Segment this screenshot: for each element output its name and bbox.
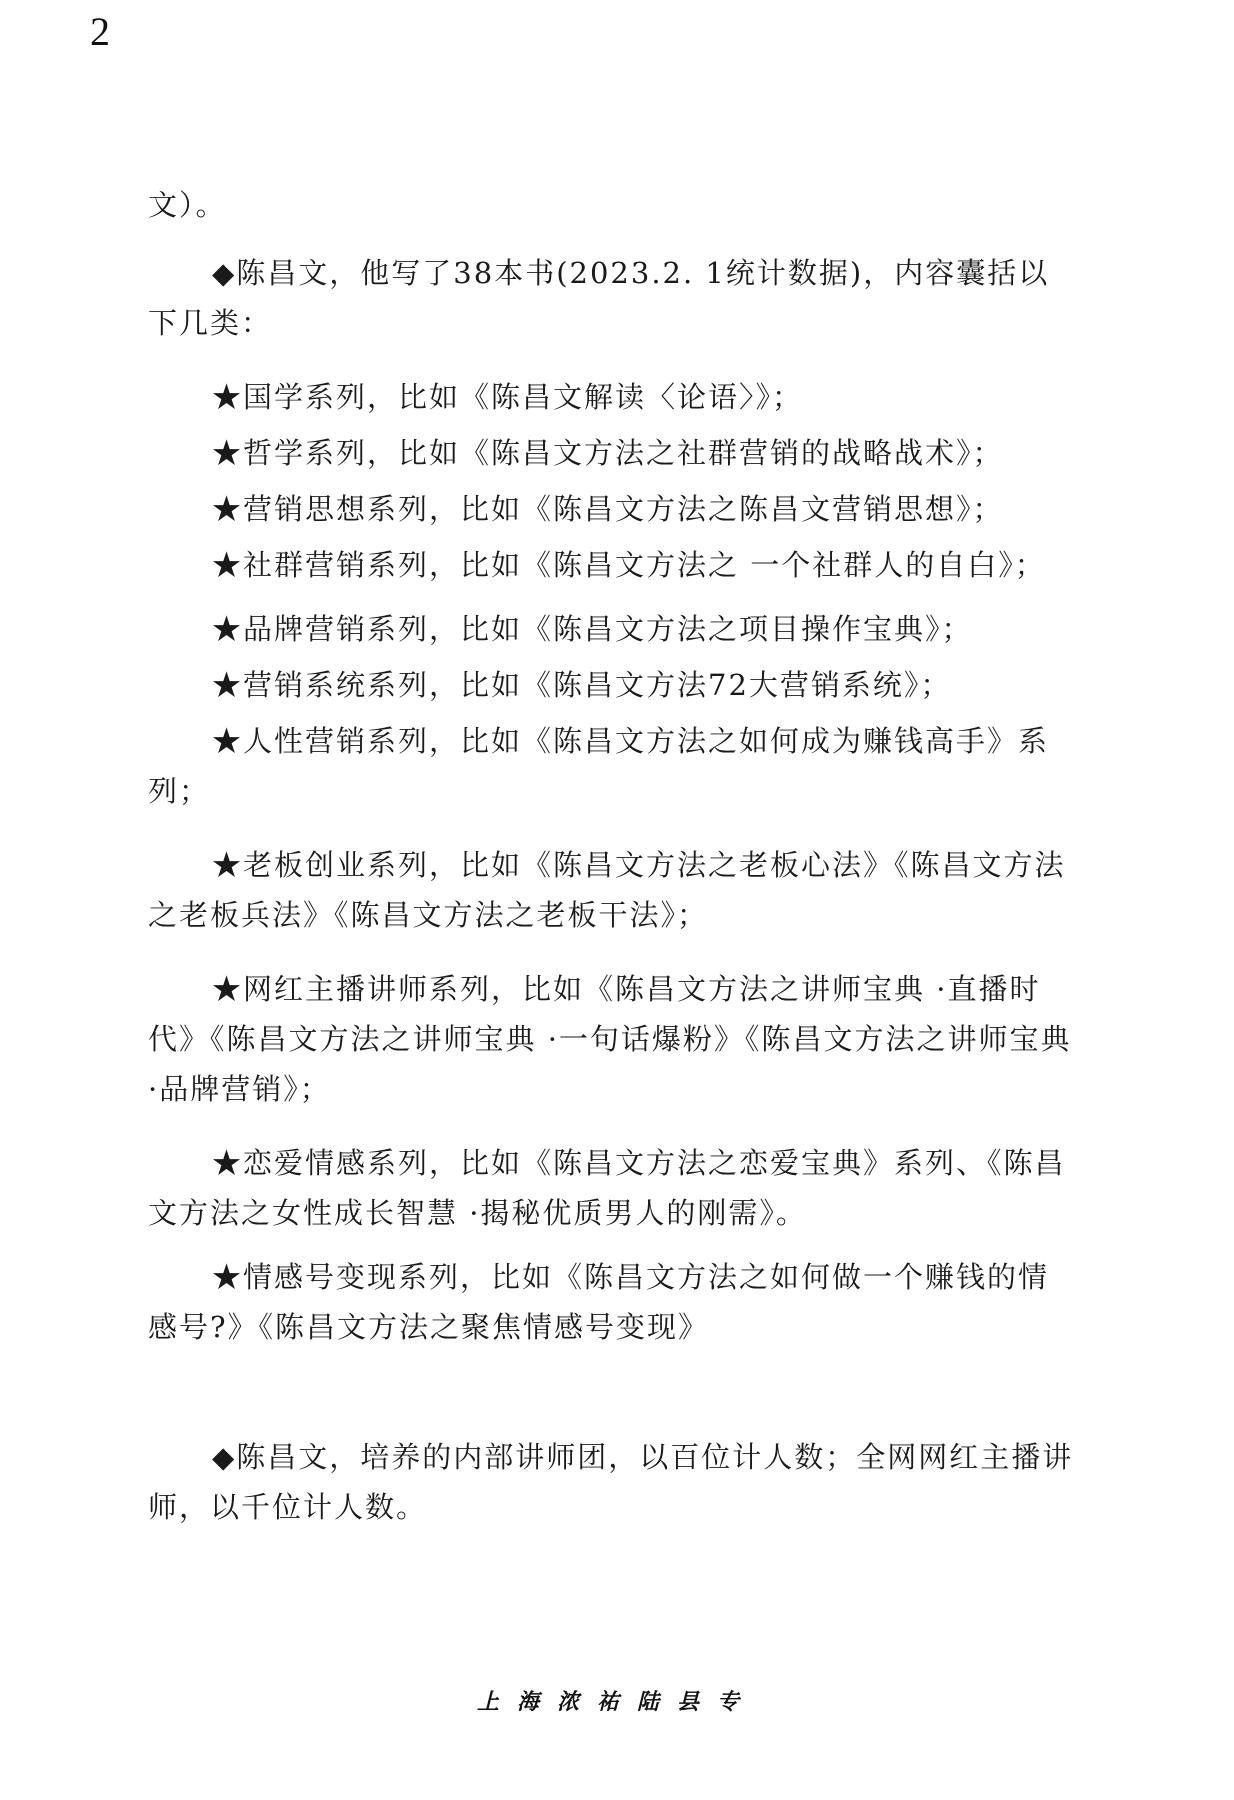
list-item-marketing-system: ★营销系统系列，比如《陈昌文方法72大营销系统》； [212,668,952,702]
list-item-emotion-account: ★情感号变现系列，比如《陈昌文方法之如何做一个赚钱的情感号?》《陈昌文方法之聚焦情感号变现》 [148,1260,1050,1344]
list-item-community-marketing: ★社群营销系列，比如《陈昌文方法之 一个社群人的自白》； [212,548,1046,582]
page-number: 2 [90,9,110,54]
paragraph-books-intro: ◆陈昌文，他写了38本书(2023.2. 1统计数据)，内容囊括以下几类： [148,256,1050,340]
list-item-marketing-thought: ★营销思想系列，比如《陈昌文方法之陈昌文营销思想》； [212,492,1004,526]
paragraph-continuation: 文）。 [148,188,227,222]
list-item-philosophy: ★哲学系列，比如《陈昌文方法之社群营销的战略战术》； [212,436,1004,470]
paragraph-lecturer-team: ◆陈昌文，培养的内部讲师团，以百位计人数；全网网红主播讲师，以千位计人数。 [148,1440,1074,1524]
list-item-boss-startup: ★老板创业系列，比如《陈昌文方法之老板心法》《陈昌文方法之老板兵法》《陈昌文方法之老板干法》； [148,848,1066,932]
list-item-influencer-lecturer: ★网红主播讲师系列，比如《陈昌文方法之讲师宝典 ·直播时代》《陈昌文方法之讲师宝典 ·一句话爆粉》《陈昌文方法之讲师宝典 ·品牌营销》； [148,972,1072,1106]
list-item-brand-marketing: ★品牌营销系列，比如《陈昌文方法之项目操作宝典》； [212,612,973,646]
list-item-guoxue: ★国学系列，比如《陈昌文解读〈论语〉》； [212,380,804,414]
document-body [148,180,1078,1532]
footer-seal-text: 上海浓祐陆县专 [476,1689,757,1715]
list-item-human-nature-marketing: ★人性营销系列，比如《陈昌文方法之如何成为赚钱高手》系列； [148,724,1050,808]
list-item-romance: ★恋爱情感系列，比如《陈昌文方法之恋爱宝典》系列、《陈昌文方法之女性成长智慧 ·揭秘优质男人的刚需》。 [148,1146,1066,1230]
